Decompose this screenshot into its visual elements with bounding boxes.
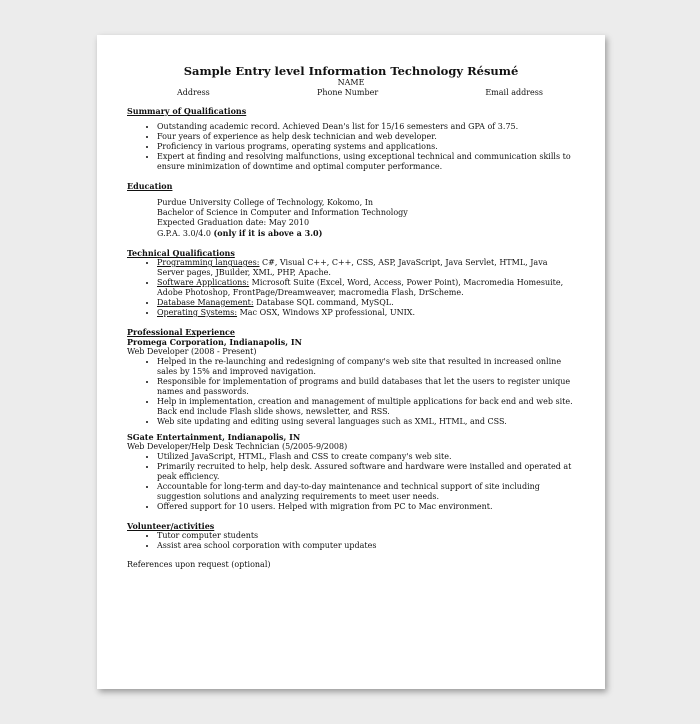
education-gpa: G.P.A. 3.0/4.0 (157, 229, 211, 238)
education-school: Purdue University College of Technology, Kokomo, In (157, 198, 374, 207)
summary-list (127, 122, 575, 172)
contact-row (127, 88, 575, 98)
list-item: • Web site updating and editing using several languages such as XML, HTML, and CSS. (157, 417, 575, 427)
list-item: • Accountable for long-term and day-to-day maintenance and technical support of site including suggestion solutions and analyzing requirements to meet user needs. (157, 482, 575, 502)
job-company: SGate Entertainment, Indianapolis, IN (127, 432, 301, 442)
candidate-name: NAME (337, 78, 365, 87)
resume-page (97, 35, 605, 689)
tech-label: Operating Systems: (157, 308, 238, 317)
education-degree: Bachelor of Science in Computer and Information Technology (157, 208, 408, 217)
tech-text: Database SQL command, MySQL. (253, 298, 394, 307)
list-item (157, 278, 575, 298)
list-item (157, 258, 575, 278)
education-gpa-line (157, 228, 575, 239)
list-item: • Offered support for 10 users. Helped with migration from PC to Mac environment. (157, 502, 575, 512)
tech-text: C#, Visual C++, C++, CSS, ASP, JavaScript, Java Servlet, HTML, Java Server pages, JBuilder, XML, PHP, Apache. (157, 258, 548, 277)
volunteer-list (127, 531, 575, 551)
list-item: • Four years of experience as help desk technician and web developer. (157, 132, 575, 142)
job-duties-list (127, 452, 575, 512)
tech-label: Software Applications: (157, 278, 250, 287)
list-item: • Utilized JavaScript, HTML, Flash and CSS to create company's web site. (157, 452, 575, 462)
references-note: References upon request (optional) (127, 560, 271, 569)
list-item: • Expert at finding and resolving malfunctions, using exceptional technical and communication skills to ensure minimization of downtime and optimal computer performance. (157, 152, 575, 172)
list-item: • Assist area school corporation with computer updates (157, 541, 575, 551)
education-block (127, 198, 575, 239)
list-item (157, 308, 575, 318)
job-duties-list (127, 357, 575, 427)
list-item: • Help in implementation, creation and management of multiple applications for back end and web site. Back end include Flash slide shows, newsletter, and RSS. (157, 397, 575, 417)
tech-text: Mac OSX, Windows XP professional, UNIX. (237, 308, 415, 317)
list-item: • Tutor computer students (157, 531, 575, 541)
summary-heading: Summary of Qualifications (127, 106, 247, 116)
resume-title: Sample Entry level Information Technology Résumé (183, 64, 519, 78)
volunteer-heading: Volunteer/activities (127, 521, 215, 531)
list-item: • Responsible for implementation of programs and build databases that let the users to register unique names and passwords. (157, 377, 575, 397)
contact-phone: Phone Number (316, 88, 379, 97)
list-item: • Helped in the re-launching and redesigning of company's web site that resulted in increased online sales by 15% and improved navigation. (157, 357, 575, 377)
tech-label: Database Management: (157, 298, 254, 307)
education-graduation: Expected Graduation date: May 2010 (157, 218, 310, 227)
list-item (157, 298, 575, 308)
contact-address: Address (177, 88, 210, 97)
job-role: Web Developer/Help Desk Technician (5/2005-9/2008) (127, 442, 348, 451)
experience-heading: Professional Experience (127, 327, 235, 337)
tech-label: Programming languages: (157, 258, 260, 267)
contact-email: Email address (485, 88, 543, 97)
job-company: Promega Corporation, Indianapolis, IN (127, 337, 302, 347)
education-gpa-note: (only if it is above a 3.0) (213, 228, 323, 238)
technical-list (127, 258, 575, 318)
tech-text: Microsoft Suite (Excel, Word, Access, Power Point), Macromedia Homesuite, Adobe Photoshop, FrontPage/Dreamweaver, macromedia Flash, DrScheme. (157, 278, 564, 297)
list-item: • Primarily recruited to help, help desk. Assured software and hardware were installed and operated at peak efficiency. (157, 462, 575, 482)
list-item: • Proficiency in various programs, operating systems and applications. (157, 142, 575, 152)
job-role: Web Developer (2008 - Present) (127, 347, 257, 356)
education-heading: Education (127, 181, 173, 191)
list-item: • Outstanding academic record. Achieved Dean's list for 15/16 semesters and GPA of 3.75. (157, 122, 575, 132)
technical-heading: Technical Qualifications (127, 248, 235, 258)
